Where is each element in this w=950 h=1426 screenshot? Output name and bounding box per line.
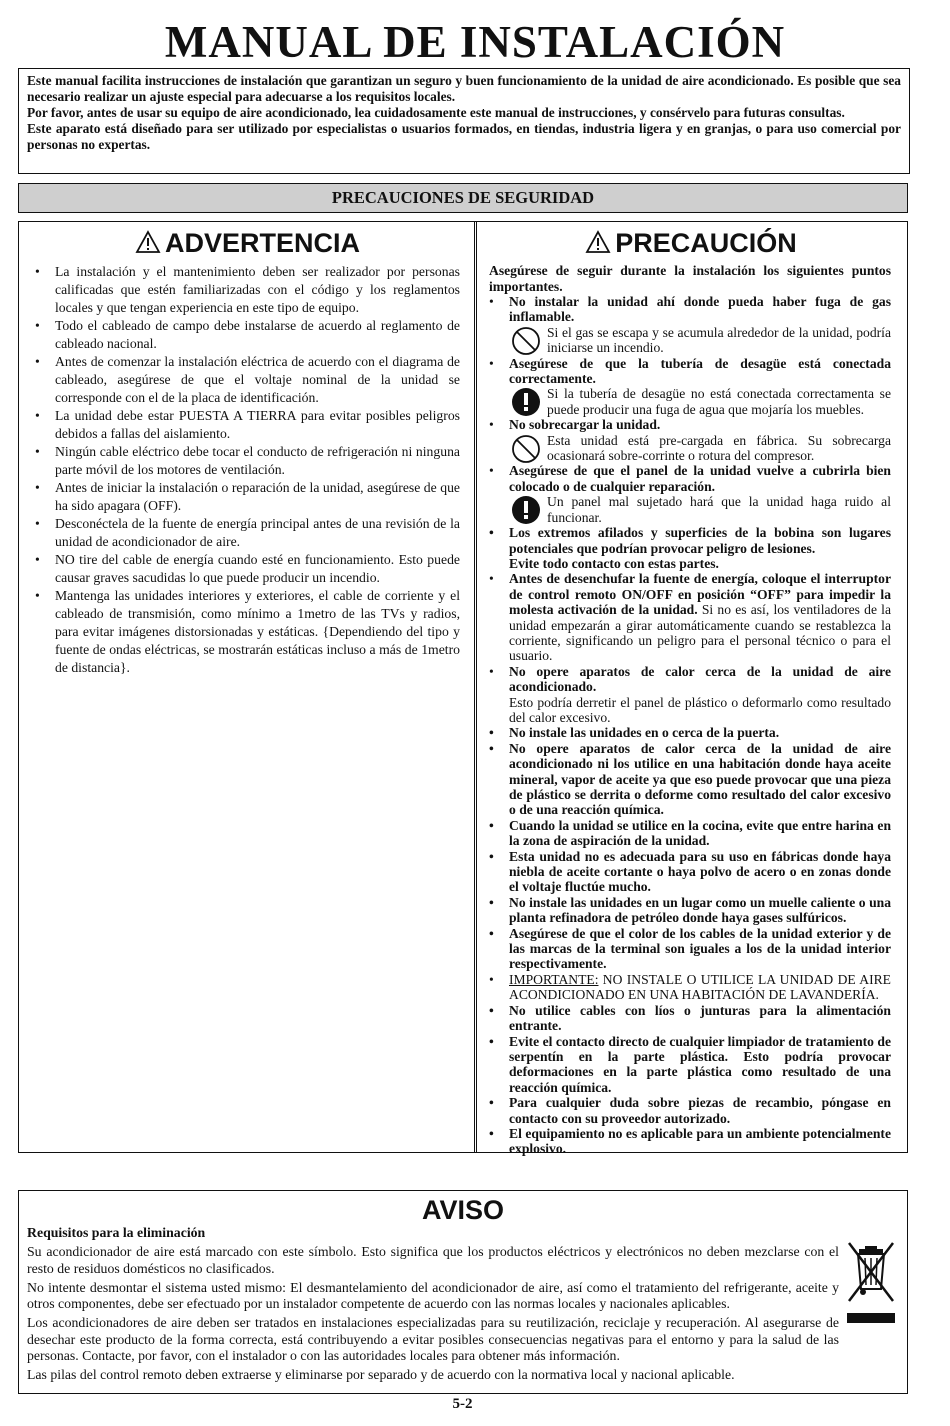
item-text-tail: Evite todo contacto con estas partes. <box>509 555 719 571</box>
item-note <box>509 494 891 525</box>
item-text: Antes de desenchufar la fuente de energía, coloque el interruptor de control remoto ON/OFF en posición “OFF” para impedir la molesta activación de la unidad. <box>509 571 891 618</box>
precaucion-heading <box>475 225 907 261</box>
note-text: Esta unidad está pre-cargada en fábrica. Su sobrecarga ocasionará sobre-corrinte o rotura del compresor. <box>547 432 891 464</box>
aviso-paragraph: Las pilas del control remoto deben extraerse y eliminarse por separado y de acuerdo con la normativa local y nacional aplicable. <box>27 1367 735 1383</box>
list-item <box>509 972 891 1003</box>
list-item: • Para cualquier duda sobre piezas de recambio, póngase en contacto con su proveedor autorizado. <box>509 1095 891 1126</box>
item-note <box>509 325 891 356</box>
important-label: IMPORTANTE: <box>509 971 599 987</box>
item-text: Asegúrese de que la tubería de desagüe está conectada correctamente. <box>509 355 891 387</box>
list-item: • Desconéctela de la fuente de energía principal antes de una revisión de la unidad de acondicionador de aire. <box>55 515 460 551</box>
list-item: • Cuando la unidad se utilice en la cocina, evite que entre harina en la zona de aspiración de la unidad. <box>509 818 891 849</box>
aviso-heading: AVISO <box>421 1195 504 1225</box>
list-item: • Antes de comenzar la instalación eléctrica de acuerdo con el diagrama de cableado, asegúrese de que el voltaje nominal de la unidad se corresponde con el de la placa de identificación. <box>55 353 460 407</box>
aviso-paragraph: Los acondicionadores de aire deben ser tratados en instalaciones especializadas para su reutilización, reciclaje y recuperación. Al asegurarse de desechar este producto de la forma correcta, está contribuyendo a evitar posibles consecuencias negativas para el entorno y para la salud de las personas. Contacte, por favor, con el instalador o con las autoridades locales para obtener más información. <box>27 1315 839 1364</box>
list-item: • No instale las unidades en un lugar como un muelle caliente o una planta refinadora de petróleo donde haya gases sulfúricos. <box>509 895 891 926</box>
precaucion-title: PRECAUCIÓN <box>615 228 797 258</box>
item-text-rest: Esto podría derretir el panel de plástico o deformarlo como resultado del calor excesivo. <box>509 694 891 725</box>
aviso-body <box>27 1225 839 1387</box>
advertencia-panel <box>18 221 477 1153</box>
prohibited-icon <box>511 434 541 464</box>
note-text: Si la tubería de desagüe no está conectada correctamenta se puede producir una fuga de agua que mojaría los muebles. <box>547 386 891 417</box>
list-item: • No utilice cables con líos o junturas para la alimentación entrante. <box>509 1003 891 1034</box>
list-item: • La unidad debe estar PUESTA A TIERRA para evitar posibles peligros debidos a fallas del aislamiento. <box>55 407 460 443</box>
list-item: • NO tire del cable de energía cuando esté en funcionamiento. Esto puede causar graves sacudidas lo que puede producir un incendio. <box>55 551 460 587</box>
item-note <box>509 386 891 417</box>
item-text: Los extremos afilados y superficies de la bobina son lugares potenciales que podrían provocar peligro de lesiones. <box>509 525 891 556</box>
list-item: • El equipamiento no es aplicable para un ambiente potencialmente explosivo. <box>509 1126 891 1157</box>
list-item: • No opere aparatos de calor cerca de la unidad de aire acondicionado ni los utilice en una habitación donde haya aceite mineral, vapor de aceite ya que eso puede provocar que una pieza de plástico se derrita o deforme como resultado del calor excesivo o de una reacción química. <box>509 741 891 818</box>
intro-paragraph: Por favor, antes de usar su equipo de aire acondicionado, lea cuidadosamente este manual de instrucciones, y consérvelo para futuras consultas. <box>27 105 845 120</box>
precaucion-panel <box>474 221 908 1157</box>
list-item <box>509 571 891 663</box>
page-title: MANUAL DE INSTALACIÓN <box>164 17 786 67</box>
intro-paragraph: Este aparato está diseñado para ser utilizado por especialistas o usuarios formados, en tiendas, industria ligera y en granjas, o para uso comercial por personas no expertas. <box>27 121 901 152</box>
advertencia-heading <box>19 225 476 261</box>
list-item <box>509 294 891 356</box>
list-item: • Esta unidad no es adecuada para su uso en fábricas donde haya niebla de aceite cortante o haya polvo de acero o en zonas donde el voltaje fluctúe mucho. <box>509 849 891 895</box>
item-text: Asegúrese de que el panel de la unidad vuelve a cubrirla bien colocado o de cualquier reparación. <box>509 463 891 494</box>
intro-paragraph: Este manual facilita instrucciones de instalación que garantizan un seguro y buen funcionamiento de la unidad de aire acondicionado. Es posible que sea necesario realizar un ajuste especial para adecuarse a los requisitos locales. <box>27 73 901 104</box>
item-text-rest: NO INSTALE O UTILICE LA UNIDAD DE AIRE ACONDICIONADO EN UNA HABITACIÓN DE LAVANDERÍA. <box>509 971 891 1003</box>
item-text: No sobrecargar la unidad. <box>509 417 661 433</box>
list-item: • Todo el cableado de campo debe instalarse de acuerdo al reglamento de cableado nacional. <box>55 317 460 353</box>
list-item: • La instalación y el mantenimiento deben ser realizador por personas calificadas que estén familiarizadas con el código y los reglamentos locales y que tengan experiencia en este tipo de equipo. <box>55 263 460 317</box>
list-item: • Evite el contacto directo de cualquier limpiador de tratamiento de serpentín en la parte plástica. Esto podría provocar deformaciones en la parte plástica como resultado de una reacción química. <box>509 1034 891 1096</box>
note-text: Si el gas se escapa y se acumula alrededor de la unidad, podría iniciarse un incendio. <box>547 324 891 356</box>
safety-heading: PRECAUCIONES DE SEGURIDAD <box>18 183 908 213</box>
list-item: • Ningún cable eléctrico debe tocar el conducto de refrigeración ni ninguna parte móvil de los motores de ventilación. <box>55 443 460 479</box>
prohibited-icon <box>511 326 541 356</box>
warning-triangle-icon <box>135 230 161 254</box>
aviso-subheading: Requisitos para la eliminación <box>27 1225 206 1240</box>
precaucion-list <box>509 294 891 1157</box>
mandatory-exclamation-icon <box>511 387 541 417</box>
list-item: • Antes de iniciar la instalación o reparación de la unidad, asegúrese de que ha sido apagara (OFF). <box>55 479 460 515</box>
aviso-paragraph: Su acondicionador de aire está marcado con este símbolo. Esto significa que los productos eléctricos y electrónicos no deben mezclarse con el resto de residuos domésticos no clasificados. <box>27 1244 839 1276</box>
list-item: • Asegúrese de que el color de los cables de la unidad exterior y de las marcas de la terminal son iguales a los de la unidad interior respectivamente. <box>509 926 891 972</box>
aviso-panel <box>18 1190 908 1394</box>
list-item <box>509 356 891 418</box>
page-number: 5-2 <box>452 1396 473 1412</box>
list-item <box>509 664 891 726</box>
warning-triangle-icon <box>585 230 611 254</box>
aviso-paragraph: No intente desmontar el sistema usted mismo: El desmantelamiento del acondicionador de aire, así como el tratamiento del refrigerante, aceite y otros componentes, debe ser efectuado por un instalador competente de acuerdo con las normas locales y nacionales aplicables. <box>27 1279 839 1312</box>
list-item <box>509 525 891 571</box>
note-text: Un panel mal sujetado hará que la unidad haga ruido al funcionar. <box>547 494 891 525</box>
item-note <box>509 433 891 464</box>
intro-box <box>18 68 910 174</box>
item-text: No instalar la unidad ahí donde pueda haber fuga de gas inflamable. <box>509 294 891 325</box>
item-text: No opere aparatos de calor cerca de la unidad de aire acondicionado. <box>509 663 891 695</box>
advertencia-list <box>55 263 460 677</box>
list-item <box>509 417 891 463</box>
advertencia-title: ADVERTENCIA <box>164 228 360 258</box>
list-item <box>509 463 891 525</box>
precaucion-lead: Asegúrese de seguir durante la instalación los siguientes puntos importantes. <box>489 263 891 294</box>
list-item: • Mantenga las unidades interiores y exteriores, el cable de corriente y el cableado de transmisión, como mínimo a 1metro de las TVs y radios, para evitar imágenes distorsionadas y estáticas. {Dependiendo del tipo y fuente de ondas eléctricas, se mostrarán estáticas incluso a más de 1metro de distancia}. <box>55 587 460 677</box>
item-text-rest: Si no es así, los ventiladores de la unidad empezarán a girar automáticamente cuando se restablezca la corriente, significando un peligro para el personal técnico o para el usuario. <box>509 602 891 664</box>
mandatory-exclamation-icon <box>511 495 541 525</box>
crossed-out-wheelie-bin-icon <box>845 1239 897 1329</box>
list-item: • No instale las unidades en o cerca de la puerta. <box>509 725 891 740</box>
